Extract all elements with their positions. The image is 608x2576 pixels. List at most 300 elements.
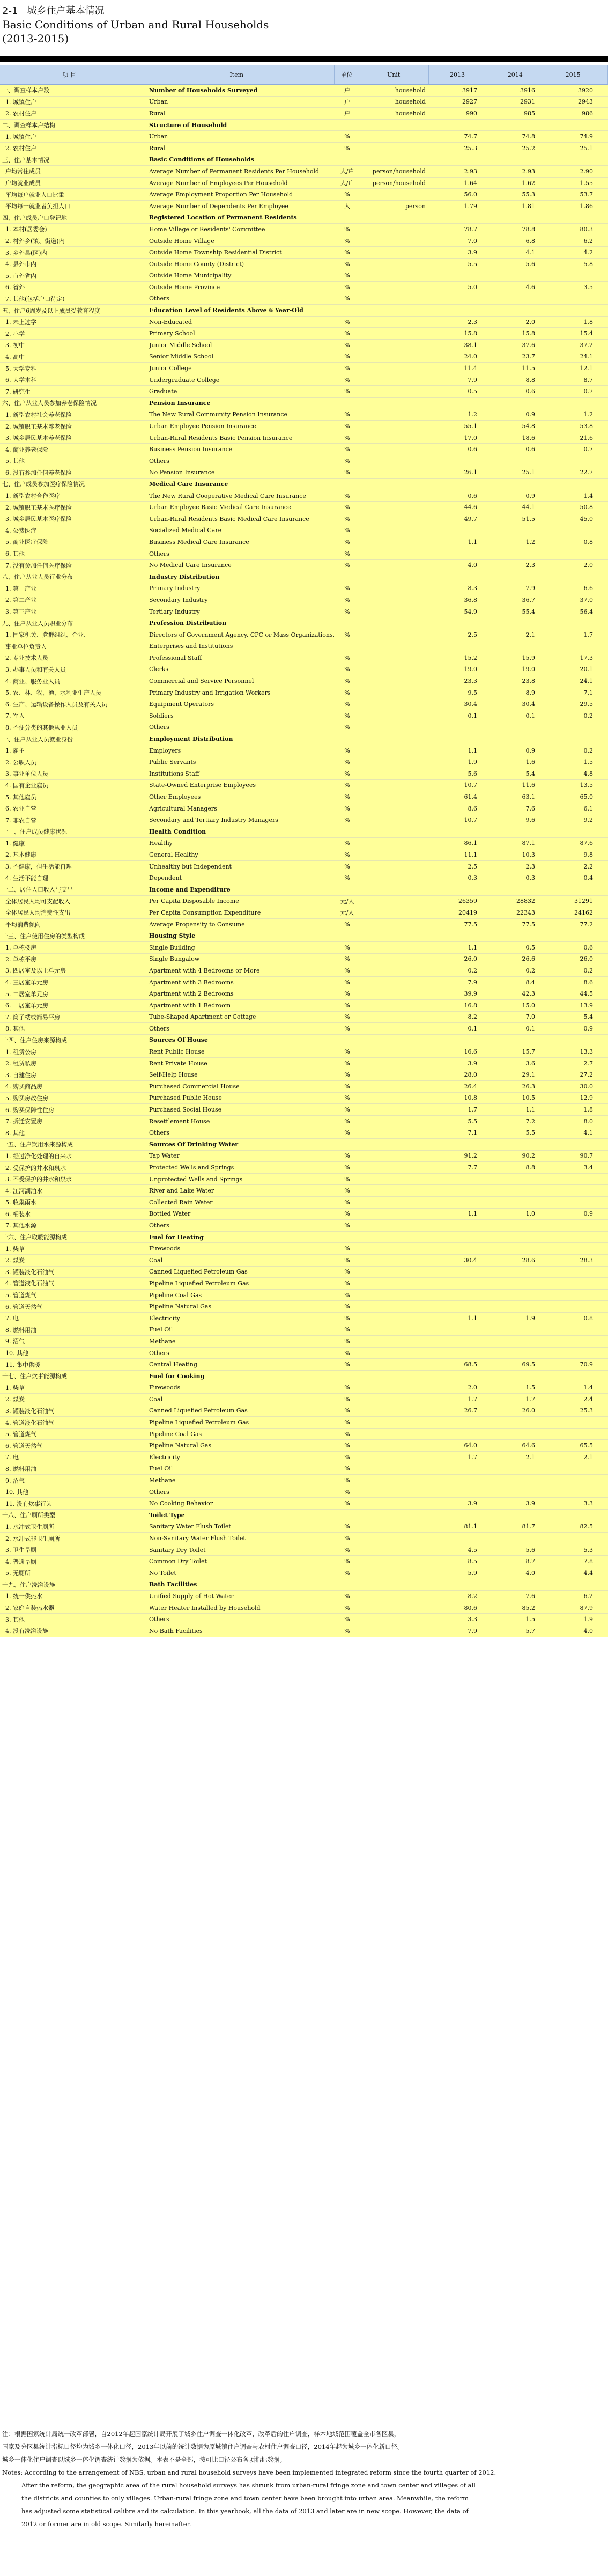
row-unit-en <box>359 1116 429 1127</box>
row-unit-en <box>359 1394 429 1405</box>
row-value-2015: 44.5 <box>580 990 593 998</box>
row-label-cn: 4. 国有企业雇员 <box>5 782 48 789</box>
row-value-2015 <box>545 1324 603 1336</box>
row-unit-en <box>359 1498 429 1509</box>
row-value-2015: 21.6 <box>580 434 593 441</box>
header-item-cn: 项 目 <box>0 65 139 84</box>
row-label-cn: 平均每户就业人口比重 <box>5 191 64 198</box>
row-unit-en <box>359 1440 429 1451</box>
row-unit-cn: % <box>344 712 350 719</box>
table-row <box>0 571 608 583</box>
row-unit-en <box>359 1069 429 1080</box>
table-row <box>0 1440 608 1452</box>
row-value-2015: 1.9 <box>583 1616 593 1623</box>
row-label-en: Tertiary Industry <box>149 608 200 615</box>
row-value-2014: 0.1 <box>525 712 535 719</box>
row-label-cn: 十一、住户成员健康状况 <box>2 828 67 836</box>
row-label-en: Fuel Oil <box>149 1326 173 1334</box>
row-value-2014 <box>487 120 545 131</box>
row-value-2013: 26.1 <box>464 469 477 476</box>
row-unit-cn: % <box>344 1453 350 1461</box>
row-value-2013: 68.5 <box>464 1361 477 1368</box>
row-value-2014: 0.2 <box>525 967 535 974</box>
row-unit-en <box>359 942 429 953</box>
row-label-en: Directors of Government Agency, CPC or Mass Organizations, <box>149 631 335 638</box>
row-value-2013: 16.8 <box>464 1002 477 1009</box>
row-unit-cn: % <box>344 805 350 812</box>
row-unit-cn <box>335 1035 359 1046</box>
row-label-cn: 5. 其他 <box>5 458 25 465</box>
row-value-2014: 2.93 <box>522 167 535 175</box>
row-label-en: Clerks <box>149 666 169 673</box>
row-value-2013: 5.5 <box>468 1117 477 1125</box>
row-label-cn: 1. 本村(居委会) <box>5 226 47 233</box>
row-label-cn: 7. 拆迁安置房 <box>5 1118 42 1125</box>
row-value-2013: 28.0 <box>464 1071 477 1079</box>
row-unit-en <box>359 351 429 363</box>
row-value-2015: 13.3 <box>580 1048 593 1056</box>
row-label-en: Number of Households Surveyed <box>149 86 258 94</box>
row-unit-cn: % <box>344 144 350 152</box>
row-unit-en <box>359 432 429 444</box>
row-unit-cn: % <box>344 1048 350 1056</box>
row-unit-cn: % <box>344 1106 350 1114</box>
row-value-2013: 77.5 <box>464 921 477 928</box>
row-value-2014 <box>487 1301 545 1312</box>
row-label-en: Unhealthy but Independent <box>149 863 232 870</box>
row-value-2015: 2.0 <box>583 562 593 569</box>
row-value-2013: 2.93 <box>464 167 477 175</box>
row-value-2015: 31291 <box>574 897 593 905</box>
row-unit-en <box>359 1556 429 1567</box>
row-value-2014: 4.6 <box>525 283 535 291</box>
row-value-2015: 20.1 <box>580 666 593 673</box>
row-value-2015: 1.4 <box>583 492 593 499</box>
row-value-2015 <box>545 1232 603 1243</box>
row-value-2014 <box>487 270 545 282</box>
row-value-2014: 8.4 <box>525 978 535 986</box>
row-label-cn: 3. 初中 <box>5 342 25 349</box>
row-value-2014 <box>487 1220 545 1231</box>
row-value-2014 <box>487 154 545 166</box>
row-value-2014 <box>487 1197 545 1208</box>
row-label-cn: 1. 水冲式卫生厕所 <box>5 1523 54 1530</box>
row-unit-en <box>359 1162 429 1173</box>
row-unit-en <box>359 455 429 467</box>
row-label-cn: 4. 没有洗浴设施 <box>5 1628 48 1635</box>
row-label-cn: 五、住户6周岁及以上成员受教育程度 <box>2 307 100 314</box>
row-value-2015: 80.3 <box>580 225 593 233</box>
row-value-2013: 1.1 <box>468 747 477 754</box>
row-value-2014 <box>487 1475 545 1486</box>
row-value-2015: 9.8 <box>583 851 593 858</box>
row-value-2014 <box>487 1348 545 1359</box>
row-label-cn: 1. 柴草 <box>5 1384 25 1392</box>
row-unit-cn: % <box>344 689 350 696</box>
row-label-en: No Medical Care Insurance <box>149 562 232 569</box>
row-unit-cn: % <box>344 1407 350 1415</box>
note-line: has adjusted some statistical calibre and its calculation. In this yearbook, all the data of 2013 and later are in new scope. However, the data of <box>21 2507 469 2515</box>
row-value-2013: 23.3 <box>464 678 477 685</box>
row-unit-en <box>359 571 429 583</box>
row-value-2015: 0.2 <box>583 747 593 754</box>
row-label-cn: 二、调查样本户结构 <box>2 122 55 129</box>
row-value-2013: 7.9 <box>468 376 477 384</box>
row-unit-en <box>359 803 429 814</box>
table-row <box>0 1162 608 1174</box>
table-row <box>0 1151 608 1162</box>
row-label-cn: 7. 筒子楼或简易平房 <box>5 1013 60 1021</box>
row-unit-en <box>359 1405 429 1417</box>
row-label-cn: 9. 沼气 <box>5 1477 25 1484</box>
row-unit-cn: % <box>344 1523 350 1530</box>
row-value-2013: 15.8 <box>464 330 477 337</box>
table-row <box>0 896 608 908</box>
row-value-2015 <box>545 722 603 733</box>
row-label-cn: 事业单位负责人 <box>5 643 47 650</box>
table-row <box>0 1046 608 1058</box>
row-value-2015: 5.8 <box>583 260 593 268</box>
row-value-2014 <box>487 1463 545 1475</box>
row-value-2015: 77.2 <box>580 921 593 928</box>
row-unit-en <box>359 1591 429 1602</box>
row-label-cn: 3. 乡外县(区)内 <box>5 249 47 256</box>
row-unit-en <box>359 675 429 687</box>
row-unit-en: person/household <box>372 167 426 175</box>
row-unit-cn: % <box>344 1558 350 1565</box>
row-label-en: Industry Distribution <box>149 573 220 580</box>
row-value-2013: 3.9 <box>468 249 477 256</box>
row-label-en: Outside Home County (District) <box>149 260 244 268</box>
row-value-2014: 81.7 <box>522 1523 535 1530</box>
row-label-cn: 2. 基本健康 <box>5 851 36 859</box>
row-value-2015: 82.5 <box>580 1523 593 1530</box>
row-value-2015 <box>545 1463 603 1475</box>
row-value-2015: 74.9 <box>580 133 593 141</box>
row-unit-en <box>359 780 429 791</box>
row-value-2014: 26.0 <box>522 1407 535 1415</box>
row-value-2013: 7.9 <box>468 1627 477 1635</box>
row-value-2013 <box>429 733 487 745</box>
row-value-2014 <box>487 548 545 560</box>
row-label-cn: 十五、住户饮用水来源构成 <box>2 1141 73 1149</box>
table-row <box>0 131 608 143</box>
row-label-cn: 3. 罐装液化石油气 <box>5 1407 54 1415</box>
table-row <box>0 1394 608 1405</box>
table-row <box>0 224 608 235</box>
table-row <box>0 641 608 653</box>
row-value-2015 <box>545 826 603 837</box>
table-row <box>0 1463 608 1475</box>
row-value-2014: 8.8 <box>525 1164 535 1172</box>
row-unit-en <box>359 247 429 258</box>
row-value-2015: 65.0 <box>580 793 593 801</box>
row-unit-en <box>359 1544 429 1556</box>
row-unit-cn <box>335 305 359 316</box>
table-row <box>0 525 608 537</box>
table-row <box>0 201 608 212</box>
row-label-cn: 4. 购买商品房 <box>5 1083 42 1091</box>
row-unit-cn: % <box>344 1442 350 1449</box>
row-unit-cn: % <box>344 318 350 326</box>
row-unit-cn: % <box>344 1465 350 1473</box>
row-label-cn: 4. 管道液化石油气 <box>5 1280 54 1287</box>
row-unit-cn: % <box>344 562 350 569</box>
table-row <box>0 455 608 467</box>
row-label-cn: 5. 购买房改住房 <box>5 1094 48 1102</box>
row-value-2013 <box>429 571 487 583</box>
table-row <box>0 398 608 409</box>
row-unit-en <box>359 282 429 293</box>
row-label-en: Senior Middle School <box>149 353 213 360</box>
row-value-2014: 3.9 <box>525 1500 535 1507</box>
table-row <box>0 235 608 247</box>
row-value-2013 <box>429 1324 487 1336</box>
row-label-cn: 2. 水冲式非卫生厕所 <box>5 1535 60 1542</box>
row-label-cn: 十六、住户取暖能源构成 <box>2 1234 67 1241</box>
row-label-cn: 户均就业成员 <box>5 180 41 187</box>
row-unit-en <box>359 1093 429 1104</box>
table-row <box>0 374 608 386</box>
row-unit-en <box>359 235 429 247</box>
row-unit-en <box>359 687 429 698</box>
row-value-2015: 25.1 <box>580 144 593 152</box>
row-value-2013: 16.6 <box>464 1048 477 1056</box>
row-label-cn: 7. 电 <box>5 1454 19 1461</box>
table-row <box>0 467 608 479</box>
header-item-en: Item <box>139 65 335 84</box>
row-value-2014: 5.6 <box>525 260 535 268</box>
table-number-title: 2-1 城乡住户基本情况 <box>2 5 105 17</box>
row-value-2015 <box>545 1035 603 1046</box>
row-unit-en <box>359 606 429 617</box>
row-value-2013: 24.0 <box>464 353 477 360</box>
row-value-2014 <box>487 641 545 652</box>
row-label-cn: 1. 国家机关、党群组织、企业、 <box>5 631 90 639</box>
row-value-2014: 30.4 <box>522 701 535 708</box>
row-unit-cn: % <box>344 133 350 141</box>
row-value-2013: 2927 <box>462 98 477 106</box>
row-value-2015 <box>545 1336 603 1347</box>
row-unit-cn: % <box>344 863 350 870</box>
row-label-cn: 1. 经过净化处理的自来水 <box>5 1152 72 1160</box>
row-value-2015: 15.4 <box>580 330 593 337</box>
row-label-en: Average Number of Employees Per Household <box>149 179 288 187</box>
table-row <box>0 282 608 293</box>
row-unit-cn: % <box>344 446 350 453</box>
row-unit-cn: % <box>344 388 350 395</box>
row-unit-en <box>359 189 429 200</box>
row-value-2013 <box>429 293 487 305</box>
row-value-2013: 4.0 <box>468 562 477 569</box>
row-value-2014 <box>487 1174 545 1185</box>
row-value-2015: 26.0 <box>580 955 593 963</box>
row-unit-en <box>359 386 429 397</box>
row-label-en: Common Dry Toilet <box>149 1558 207 1565</box>
row-unit-en <box>359 965 429 976</box>
row-label-en: Urban-Rural Residents Basic Pension Insurance <box>149 434 293 441</box>
row-value-2014: 5.6 <box>525 1546 535 1554</box>
row-unit-cn: % <box>344 678 350 685</box>
row-unit-cn: 元/人 <box>340 897 354 905</box>
row-label-cn: 5. 管道煤气 <box>5 1292 36 1299</box>
row-value-2015: 2.7 <box>583 1059 593 1067</box>
row-value-2014: 4.1 <box>525 249 535 256</box>
row-value-2013 <box>429 826 487 837</box>
row-value-2015: 22.7 <box>580 469 593 476</box>
row-unit-cn: % <box>344 249 350 256</box>
row-label-en: Others <box>149 1616 169 1623</box>
table-row <box>0 629 608 641</box>
row-unit-en <box>359 398 429 409</box>
row-value-2015: 13.9 <box>580 1002 593 1009</box>
note-line: After the reform, the geographic area of the rural household surveys has shrunk from urban-rural fringe zone and town center and villages of all <box>21 2482 476 2489</box>
row-value-2014: 7.6 <box>525 805 535 812</box>
row-value-2013: 1.1 <box>468 944 477 951</box>
row-value-2014 <box>487 1232 545 1243</box>
row-unit-cn: % <box>344 295 350 303</box>
row-value-2014: 28832 <box>516 897 535 905</box>
row-unit-en <box>359 1602 429 1614</box>
row-label-en: Electricity <box>149 1314 180 1322</box>
row-value-2015 <box>545 617 603 629</box>
row-value-2015: 29.5 <box>580 701 593 708</box>
row-value-2013: 2.5 <box>468 863 477 870</box>
row-value-2013: 39.9 <box>464 990 477 998</box>
row-label-en: Sources Of Drinking Water <box>149 1140 239 1148</box>
row-label-cn: 2. 公职人员 <box>5 759 36 766</box>
row-unit-en <box>359 1486 429 1498</box>
row-unit-cn: % <box>344 341 350 349</box>
row-value-2015: 90.7 <box>580 1152 593 1160</box>
row-label-en: Basic Conditions of Households <box>149 156 255 164</box>
row-value-2013 <box>429 120 487 131</box>
row-value-2014 <box>487 1533 545 1544</box>
row-value-2013: 2.3 <box>468 318 477 326</box>
table-row <box>0 1556 608 1567</box>
table-row <box>0 907 608 919</box>
row-unit-cn: % <box>344 1569 350 1577</box>
row-unit-cn: % <box>344 596 350 603</box>
row-value-2015: 30.0 <box>580 1083 593 1090</box>
row-value-2015: 4.1 <box>583 1129 593 1137</box>
row-unit-cn: % <box>344 1025 350 1032</box>
row-unit-cn: % <box>344 585 350 592</box>
table-row <box>0 1452 608 1463</box>
row-value-2013 <box>429 1197 487 1208</box>
row-label-cn: 3. 城乡居民基本医疗保险 <box>5 516 72 523</box>
row-value-2013: 1.1 <box>468 1314 477 1322</box>
row-label-en: Unified Supply of Hot Water <box>149 1592 234 1600</box>
row-value-2014: 0.6 <box>525 446 535 453</box>
table-row <box>0 1521 608 1533</box>
row-unit-en <box>359 444 429 455</box>
row-label-cn: 1. 第一产业 <box>5 585 36 592</box>
row-unit-en <box>359 363 429 374</box>
row-value-2014: 19.0 <box>522 666 535 673</box>
row-label-cn: 7. 军人 <box>5 712 25 720</box>
row-unit-en <box>359 548 429 560</box>
row-value-2013: 0.6 <box>468 492 477 499</box>
table-row <box>0 1139 608 1151</box>
row-value-2015: 28.3 <box>580 1256 593 1264</box>
table-row <box>0 849 608 861</box>
row-value-2013: 8.5 <box>468 1558 477 1565</box>
row-label-en: Average Number of Permanent Residents Per Household <box>149 167 320 175</box>
table-row <box>0 1267 608 1278</box>
row-unit-en <box>359 1521 429 1533</box>
row-label-en: Purchased Public House <box>149 1094 222 1102</box>
table-row <box>0 1405 608 1417</box>
row-value-2014: 0.9 <box>525 492 535 499</box>
row-unit-cn: % <box>344 1535 350 1542</box>
row-value-2014: 15.9 <box>522 654 535 661</box>
note-line: 注：根据国家统计局统一改革部署，自2012年起国家统计局开展了城乡住户调查一体化改革，改革后的住户调查，样本地域范围覆盖全市各区县， <box>2 2430 401 2438</box>
row-value-2014: 5.7 <box>525 1627 535 1635</box>
row-label-en: Resettlement House <box>149 1117 210 1125</box>
row-value-2014: 55.3 <box>522 191 535 198</box>
row-label-cn: 6. 其他 <box>5 550 25 558</box>
row-unit-en <box>359 120 429 131</box>
row-label-en: Agricultural Managers <box>149 805 217 812</box>
row-unit-en <box>359 1359 429 1370</box>
row-value-2015: 37.2 <box>580 341 593 349</box>
row-label-en: Pipeline Natural Gas <box>149 1303 212 1311</box>
table-row <box>0 1336 608 1348</box>
row-unit-cn: % <box>344 504 350 511</box>
table-row <box>0 1510 608 1521</box>
row-value-2014: 22343 <box>516 909 535 916</box>
row-unit-en <box>359 374 429 386</box>
row-label-en: Methane <box>149 1477 176 1484</box>
row-label-cn: 5. 二居室单元房 <box>5 990 48 998</box>
table-row <box>0 1486 608 1498</box>
row-label-cn: 2. 第二产业 <box>5 597 36 604</box>
row-label-en: Healthy <box>149 840 173 847</box>
row-value-2013: 5.9 <box>468 1569 477 1577</box>
table-row <box>0 698 608 710</box>
row-value-2015: 0.6 <box>583 944 593 951</box>
table-row <box>0 1023 608 1035</box>
row-unit-en: household <box>395 86 426 94</box>
row-unit-cn: % <box>344 1546 350 1554</box>
table-row <box>0 97 608 108</box>
table-row <box>0 340 608 351</box>
row-unit-cn: % <box>344 225 350 233</box>
row-label-en: Medical Care Insurance <box>149 480 228 488</box>
row-label-cn: 11. 没有炊事行为 <box>5 1500 52 1507</box>
row-value-2015: 0.7 <box>583 388 593 395</box>
row-label-cn: 10. 其他 <box>5 1489 28 1496</box>
row-label-cn: 四、住户成员户口登记地 <box>2 214 67 222</box>
row-unit-cn: % <box>344 1488 350 1496</box>
row-unit-cn: % <box>344 1604 350 1611</box>
table-row <box>0 490 608 502</box>
table-row <box>0 942 608 954</box>
table-row <box>0 247 608 259</box>
row-value-2015: 53.8 <box>580 423 593 430</box>
row-value-2015: 2.2 <box>583 863 593 870</box>
row-unit-en <box>359 1023 429 1034</box>
row-unit-en <box>359 1567 429 1579</box>
row-value-2015: 2.90 <box>580 167 593 175</box>
row-unit-cn: % <box>344 353 350 360</box>
row-label-en: Tap Water <box>149 1152 180 1160</box>
row-value-2013 <box>429 1417 487 1428</box>
row-value-2015: 37.0 <box>580 596 593 603</box>
row-unit-cn: % <box>344 492 350 499</box>
row-unit-en <box>359 1104 429 1115</box>
